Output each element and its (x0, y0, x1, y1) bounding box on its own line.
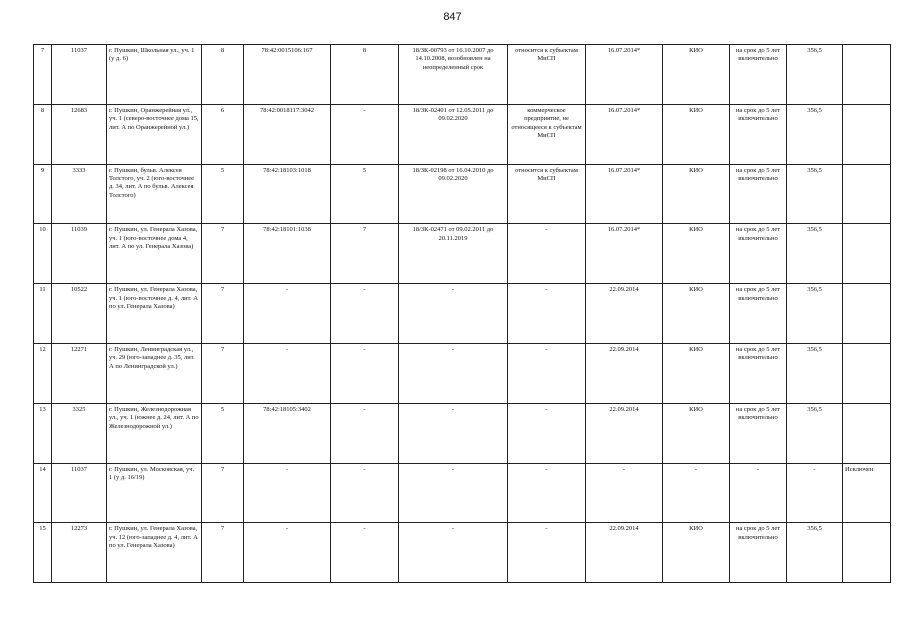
note-cell (843, 164, 891, 224)
organization-cell: КИО (663, 343, 730, 403)
place-number-cell: 11037 (52, 463, 107, 523)
entity-category-cell: коммерческое предприятие, не относящееся к субъектам МиСП (508, 104, 586, 164)
table-row (34, 403, 891, 463)
address-cell: г. Пушкин, Железнодорожная ул., уч. 1 (южнее д. 24, лит. А по Железнодорожной ул.) (107, 403, 202, 463)
row-number-cell: 7 (34, 45, 52, 105)
contract-places-cell: - (331, 343, 399, 403)
contract-cell: 18/ЗК-02471 от 09.02.2011 до 20.11.2019 (399, 224, 508, 284)
place-number-cell: 3333 (52, 164, 107, 224)
organization-cell: КИО (663, 523, 730, 583)
note-cell (843, 45, 891, 105)
area-cell: 356,5 (787, 45, 843, 105)
row-number-cell: 13 (34, 403, 52, 463)
term-cell: на срок до 5 лет включительно (730, 104, 787, 164)
inclusion-date-cell: 16.07.2014* (586, 224, 663, 284)
entity-category-cell: относится к субъектам МиСП (508, 164, 586, 224)
term-cell: на срок до 5 лет включительно (730, 523, 787, 583)
organization-cell: КИО (663, 164, 730, 224)
inclusion-date-cell: - (586, 463, 663, 523)
entity-category-cell: относится к субъектам МиСП (508, 45, 586, 105)
address-cell: г. Пушкин, Оранжерейная ул., уч. 1 (северо-восточнее дома 15, лит. А по Оранжерейной ул.) (107, 104, 202, 164)
table-row (34, 104, 891, 164)
contract-cell: - (399, 463, 508, 523)
place-number-cell: 11037 (52, 45, 107, 105)
cadastral-number-cell: - (244, 343, 331, 403)
places-count-cell: 7 (202, 523, 244, 583)
places-count-cell: 7 (202, 463, 244, 523)
place-number-cell: 12271 (52, 343, 107, 403)
organization-cell: КИО (663, 104, 730, 164)
row-number-cell: 11 (34, 284, 52, 344)
places-count-cell: 5 (202, 164, 244, 224)
cadastral-number-cell: - (244, 463, 331, 523)
contract-cell: - (399, 403, 508, 463)
area-cell: 356,5 (787, 224, 843, 284)
contract-cell: - (399, 284, 508, 344)
organization-cell: КИО (663, 284, 730, 344)
table-row (34, 284, 891, 344)
cadastral-number-cell: - (244, 284, 331, 344)
note-cell (843, 284, 891, 344)
registry-table (33, 44, 891, 583)
organization-cell: КИО (663, 224, 730, 284)
organization-cell: КИО (663, 45, 730, 105)
note-cell (843, 224, 891, 284)
address-cell: г. Пушкин, ул. Московская, уч. 1 (у д. 16/19) (107, 463, 202, 523)
address-cell: г. Пушкин, Ленинградская ул., уч. 29 (юго-западнее д. 35, лит. А по Ленинградской ул.) (107, 343, 202, 403)
address-cell: г. Пушкин, ул. Генерала Хазова, уч. 12 (юго-западнее д. 4, лит. А по ул. Генерала Хазова) (107, 523, 202, 583)
contract-places-cell: - (331, 104, 399, 164)
note-cell (843, 403, 891, 463)
row-number-cell: 14 (34, 463, 52, 523)
places-count-cell: 7 (202, 284, 244, 344)
places-count-cell: 8 (202, 45, 244, 105)
contract-places-cell: 5 (331, 164, 399, 224)
term-cell: на срок до 5 лет включительно (730, 343, 787, 403)
contract-places-cell: 7 (331, 224, 399, 284)
contract-places-cell: - (331, 403, 399, 463)
inclusion-date-cell: 22.09.2014 (586, 403, 663, 463)
cadastral-number-cell: 78:42:18103:1018 (244, 164, 331, 224)
cadastral-number-cell: 78:42:0015106:167 (244, 45, 331, 105)
place-number-cell: 12273 (52, 523, 107, 583)
term-cell: - (730, 463, 787, 523)
contract-places-cell: - (331, 284, 399, 344)
area-cell: 356,5 (787, 104, 843, 164)
inclusion-date-cell: 22.09.2014 (586, 343, 663, 403)
places-count-cell: 5 (202, 403, 244, 463)
area-cell: 356,5 (787, 403, 843, 463)
entity-category-cell: - (508, 224, 586, 284)
place-number-cell: 12683 (52, 104, 107, 164)
contract-cell: - (399, 523, 508, 583)
address-cell: г. Пушкин, бульв. Алексея Толстого, уч. 2 (юго-восточнее д. 34, лит. А по бульв. Алексея Толстого) (107, 164, 202, 224)
entity-category-cell: - (508, 284, 586, 344)
places-count-cell: 7 (202, 224, 244, 284)
note-cell (843, 104, 891, 164)
place-number-cell: 3325 (52, 403, 107, 463)
entity-category-cell: - (508, 403, 586, 463)
term-cell: на срок до 5 лет включительно (730, 284, 787, 344)
inclusion-date-cell: 16.07.2014* (586, 45, 663, 105)
cadastral-number-cell: 78:42:0018117:3042 (244, 104, 331, 164)
table-row (34, 224, 891, 284)
entity-category-cell: - (508, 343, 586, 403)
organization-cell: - (663, 463, 730, 523)
table-row (34, 45, 891, 105)
row-number-cell: 15 (34, 523, 52, 583)
area-cell: 356,5 (787, 284, 843, 344)
term-cell: на срок до 5 лет включительно (730, 45, 787, 105)
entity-category-cell: - (508, 523, 586, 583)
places-count-cell: 7 (202, 343, 244, 403)
contract-places-cell: 8 (331, 45, 399, 105)
cadastral-number-cell: 78:42:18105:3402 (244, 403, 331, 463)
note-cell (843, 343, 891, 403)
area-cell: 356,5 (787, 523, 843, 583)
note-cell (843, 523, 891, 583)
contract-cell: 18/ЗК-02198 от 16.04.2010 до 09.02.2020 (399, 164, 508, 224)
term-cell: на срок до 5 лет включительно (730, 403, 787, 463)
address-cell: г. Пушкин, ул. Генерала Хазова, уч. 1 (юго-восточнее д. 4, лит. А по ул. Генерала Хазова) (107, 284, 202, 344)
organization-cell: КИО (663, 403, 730, 463)
table-row (34, 343, 891, 403)
contract-cell: 18/ЗК-02401 от 12.05.2011 до 09.02.2020 (399, 104, 508, 164)
address-cell: г. Пушкин, Школьная ул., уч. 1 (у д. 6) (107, 45, 202, 105)
row-number-cell: 12 (34, 343, 52, 403)
row-number-cell: 9 (34, 164, 52, 224)
inclusion-date-cell: 22.09.2014 (586, 523, 663, 583)
cadastral-number-cell: - (244, 523, 331, 583)
row-number-cell: 10 (34, 224, 52, 284)
term-cell: на срок до 5 лет включительно (730, 164, 787, 224)
term-cell: на срок до 5 лет включительно (730, 224, 787, 284)
area-cell: - (787, 463, 843, 523)
contract-places-cell: - (331, 523, 399, 583)
places-count-cell: 6 (202, 104, 244, 164)
area-cell: 356,5 (787, 343, 843, 403)
contract-places-cell: - (331, 463, 399, 523)
table-row (34, 463, 891, 523)
entity-category-cell: - (508, 463, 586, 523)
inclusion-date-cell: 16.07.2014* (586, 164, 663, 224)
place-number-cell: 11039 (52, 224, 107, 284)
note-cell: Исключен (843, 463, 891, 523)
contract-cell: 18/ЗК-00793 от 16.10.2007 до 14.10.2008, возобновлен на неопределенный срок (399, 45, 508, 105)
table-row (34, 164, 891, 224)
place-number-cell: 10522 (52, 284, 107, 344)
address-cell: г. Пушкин, ул. Генерала Хазова, уч. 1 (юго-восточнее дома 4, лит. А по ул. Генерала Хазова) (107, 224, 202, 284)
inclusion-date-cell: 22.09.2014 (586, 284, 663, 344)
page-number: 847 (443, 11, 462, 23)
row-number-cell: 8 (34, 104, 52, 164)
contract-cell: - (399, 343, 508, 403)
inclusion-date-cell: 16.07.2014* (586, 104, 663, 164)
area-cell: 356,5 (787, 164, 843, 224)
table-row (34, 523, 891, 583)
cadastral-number-cell: 78:42:18101:1038 (244, 224, 331, 284)
